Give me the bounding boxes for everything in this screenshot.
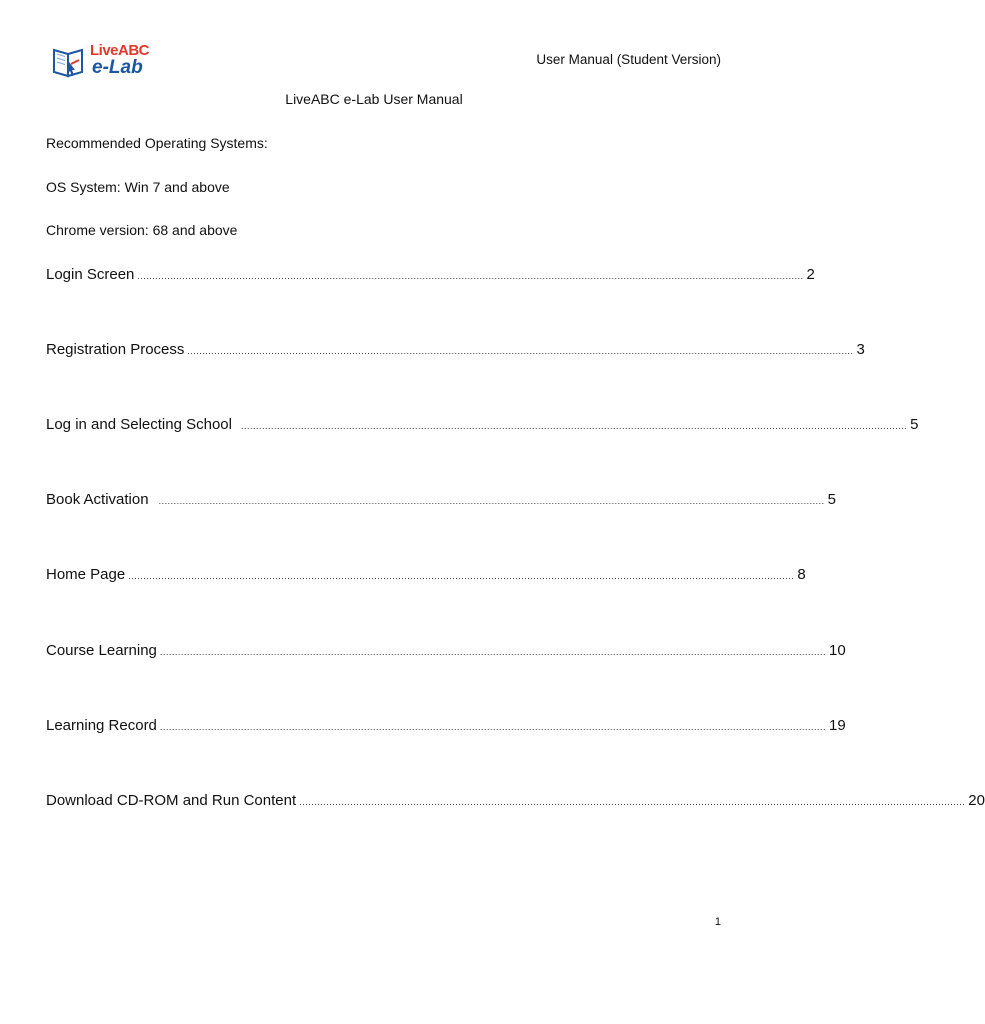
toc-entry-label: Course Learning: [46, 642, 157, 659]
logo-product-text: e-Lab: [92, 57, 143, 78]
toc-entry-page: 10: [829, 642, 846, 659]
manual-type-label: User Manual (Student Version): [536, 52, 721, 67]
os-requirement: OS System: Win 7 and above: [46, 179, 230, 195]
toc-entry-label: Download CD-ROM and Run Content: [46, 792, 297, 809]
toc-entry-page: 20: [968, 792, 985, 809]
toc-leader-dots: ..............................................................................................................................................................................................................................: [187, 346, 854, 356]
liveabc-elab-logo: [52, 42, 156, 82]
toc-entry-label: Book Activation: [46, 491, 149, 508]
document-title: LiveABC e-Lab User Manual: [285, 91, 463, 107]
toc-entry[interactable]: [46, 792, 985, 809]
toc-entry[interactable]: [46, 416, 919, 433]
toc-entry[interactable]: [46, 266, 815, 283]
toc-leader-dots: ..............................................................................................................................................................................................................................: [158, 496, 825, 506]
toc-entry-page: 2: [806, 266, 815, 283]
toc-leader-dots: ..............................................................................................................................................................................................................................: [299, 797, 966, 807]
toc-leader-dots: ..............................................................................................................................................................................................................................: [128, 571, 795, 581]
page-number: 1: [714, 916, 721, 928]
toc-entry-page: 3: [856, 341, 865, 358]
toc-entry-label: Log in and Selecting School: [46, 416, 232, 433]
toc-entry-page: 8: [797, 566, 806, 583]
toc-entry-label: Login Screen: [46, 266, 135, 283]
toc-entry-label: Registration Process: [46, 341, 185, 358]
toc-entry[interactable]: [46, 566, 806, 583]
toc-entry[interactable]: [46, 491, 837, 508]
toc-entry-page: 19: [829, 717, 846, 734]
toc-entry[interactable]: [46, 717, 846, 734]
toc-leader-dots: ..............................................................................................................................................................................................................................: [159, 647, 827, 657]
toc-leader-dots: ..............................................................................................................................................................................................................................: [240, 421, 908, 431]
toc-entry-label: Home Page: [46, 566, 126, 583]
toc-entry[interactable]: [46, 341, 865, 358]
toc-leader-dots: ..............................................................................................................................................................................................................................: [137, 271, 804, 281]
chrome-requirement: Chrome version: 68 and above: [46, 222, 238, 238]
logo-brand-text: LiveABC: [90, 42, 150, 59]
toc-entry-page: 5: [827, 491, 837, 508]
toc-entry[interactable]: [46, 642, 846, 659]
toc-entry-page: 5: [910, 416, 919, 433]
toc-leader-dots: ..............................................................................................................................................................................................................................: [159, 722, 827, 732]
requirements-heading: Recommended Operating Systems:: [46, 135, 268, 151]
toc-entry-label: Learning Record: [46, 717, 157, 734]
